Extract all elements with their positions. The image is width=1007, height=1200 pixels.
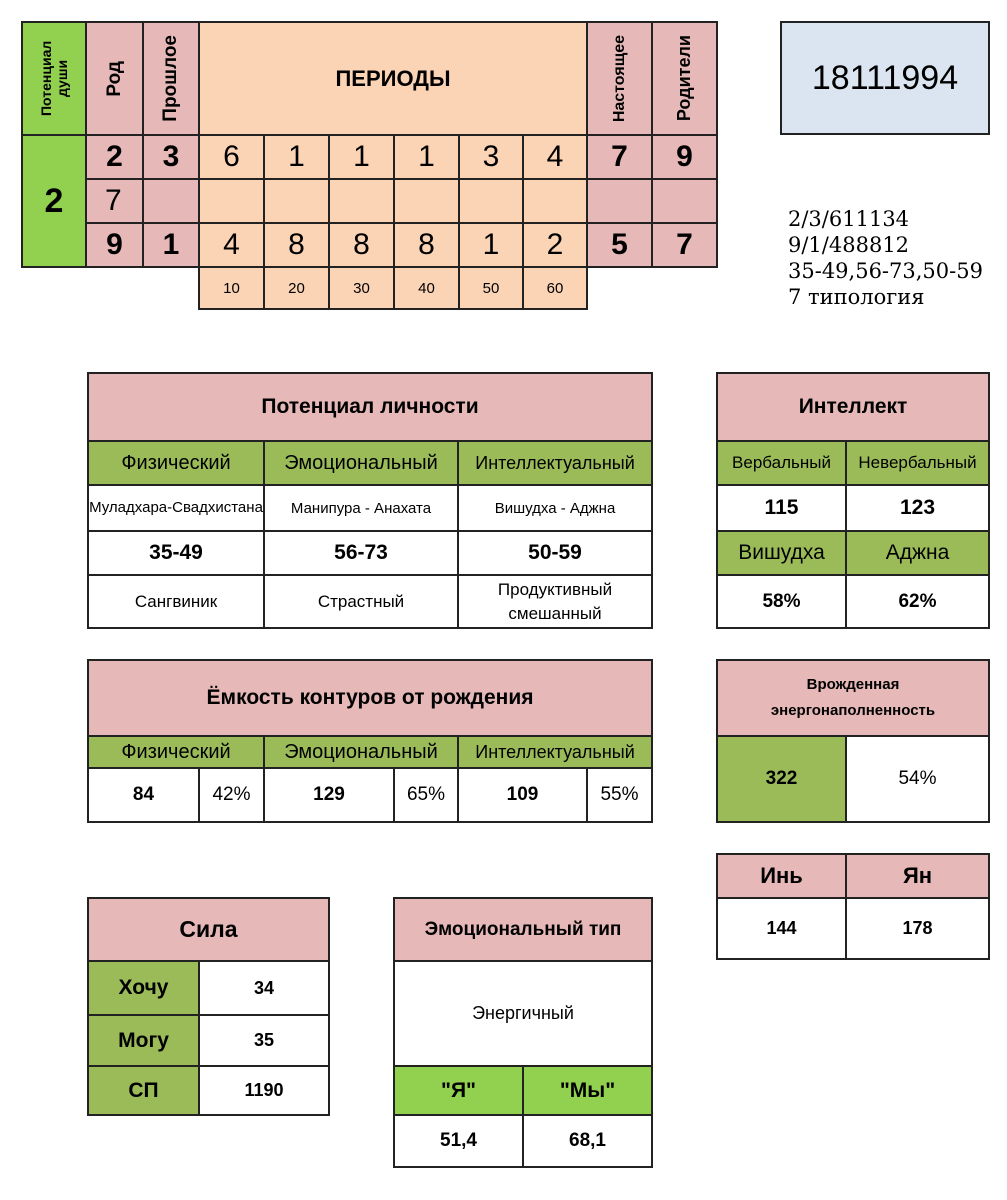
- matrix-cell: 8: [393, 222, 460, 268]
- header-periods: ПЕРИОДЫ: [198, 21, 588, 136]
- capacity-value: 109: [457, 767, 588, 823]
- matrix-cell: [263, 178, 330, 224]
- matrix-cell: 3: [142, 134, 200, 180]
- sila-value: 34: [198, 960, 330, 1016]
- emotype-header-my: "Мы": [522, 1065, 653, 1116]
- personality-type: Страстный: [263, 574, 459, 629]
- emotype-type: Энергичный: [393, 960, 653, 1067]
- intellect-percent: 58%: [716, 574, 847, 629]
- note-line: 9/1/488812: [788, 233, 910, 257]
- matrix-cell: 4: [522, 134, 588, 180]
- age-label: 30: [328, 266, 395, 310]
- matrix-cell: 7: [586, 134, 653, 180]
- matrix-cell: 2: [522, 222, 588, 268]
- note-line: 35-49,56-73,50-59: [788, 259, 983, 283]
- intellect-chakra: Вишудха: [716, 530, 847, 576]
- matrix-cell: [198, 178, 265, 224]
- intellect-header: Вербальный: [716, 440, 847, 486]
- personality-header: Интеллектуальный: [457, 440, 653, 486]
- matrix-cell: 1: [458, 222, 524, 268]
- matrix-cell: 1: [263, 134, 330, 180]
- personality-range: 35-49: [87, 530, 265, 576]
- age-label: 60: [522, 266, 588, 310]
- capacity-value: 84: [87, 767, 200, 823]
- energy-title: Врожденная энергонаполненность: [716, 659, 990, 737]
- intellect-header: Невербальный: [845, 440, 990, 486]
- yin-header: Инь: [716, 853, 847, 899]
- numerology-matrix: [0, 0, 730, 320]
- matrix-cell: 8: [328, 222, 395, 268]
- capacity-header: Интеллектуальный: [457, 735, 653, 769]
- intellect-chakra: Аджна: [845, 530, 990, 576]
- emotype-header-ya: "Я": [393, 1065, 524, 1116]
- note-line: 2/3/611134: [788, 207, 910, 231]
- personality-chakra: Манипура - Анахата: [263, 484, 459, 532]
- personality-type: Сангвиник: [87, 574, 265, 629]
- personality-type: Продуктивный смешанный: [457, 574, 653, 629]
- intellect-percent: 62%: [845, 574, 990, 629]
- capacity-value: 129: [263, 767, 395, 823]
- matrix-cell: [522, 178, 588, 224]
- age-label: 20: [263, 266, 330, 310]
- note-line: 7 типология: [788, 285, 925, 309]
- matrix-cell: [458, 178, 524, 224]
- matrix-cell: 7: [85, 178, 144, 224]
- personality-chakra: Муладхара-Свадхистана: [87, 484, 265, 532]
- yin-value: 144: [716, 897, 847, 960]
- matrix-cell: 9: [85, 222, 144, 268]
- personality-header: Эмоциональный: [263, 440, 459, 486]
- capacity-percent: 42%: [198, 767, 265, 823]
- header-soul-potential: Потенциал души: [21, 21, 87, 136]
- matrix-cell: 5: [586, 222, 653, 268]
- matrix-cell: 9: [651, 134, 718, 180]
- age-label: 50: [458, 266, 524, 310]
- matrix-cell: [328, 178, 395, 224]
- sila-label: Хочу: [87, 960, 200, 1016]
- personality-range: 50-59: [457, 530, 653, 576]
- emotype-value-ya: 51,4: [393, 1114, 524, 1168]
- personality-title: Потенциал личности: [87, 372, 653, 442]
- matrix-cell: 1: [328, 134, 395, 180]
- personality-chakra: Вишудха - Аджна: [457, 484, 653, 532]
- matrix-cell: [651, 178, 718, 224]
- matrix-cell: [393, 178, 460, 224]
- personality-range: 56-73: [263, 530, 459, 576]
- emotype-title: Эмоциональный тип: [393, 897, 653, 962]
- yang-value: 178: [845, 897, 990, 960]
- yang-header: Ян: [845, 853, 990, 899]
- capacity-percent: 65%: [393, 767, 459, 823]
- capacity-title: Ёмкость контуров от рождения: [87, 659, 653, 737]
- soul-value: 2: [21, 134, 87, 268]
- header-past: Прошлое: [142, 21, 200, 136]
- sila-value: 1190: [198, 1065, 330, 1116]
- sila-value: 35: [198, 1014, 330, 1067]
- matrix-cell: 1: [142, 222, 200, 268]
- matrix-cell: 1: [393, 134, 460, 180]
- header-parents: Родители: [651, 21, 718, 136]
- capacity-percent: 55%: [586, 767, 653, 823]
- age-label: 40: [393, 266, 460, 310]
- intellect-value: 115: [716, 484, 847, 532]
- emotype-value-my: 68,1: [522, 1114, 653, 1168]
- matrix-cell: 7: [651, 222, 718, 268]
- matrix-cell: 8: [263, 222, 330, 268]
- intellect-value: 123: [845, 484, 990, 532]
- sila-label: СП: [87, 1065, 200, 1116]
- intellect-title: Интеллект: [716, 372, 990, 442]
- age-label: 10: [198, 266, 265, 310]
- header-rod: Род: [85, 21, 144, 136]
- birth-date: 18111994: [780, 21, 990, 135]
- header-present: Настоящее: [586, 21, 653, 136]
- sila-label: Могу: [87, 1014, 200, 1067]
- matrix-cell: 6: [198, 134, 265, 180]
- notes: [788, 206, 1003, 310]
- matrix-cell: [586, 178, 653, 224]
- matrix-cell: [142, 178, 200, 224]
- energy-value: 322: [716, 735, 847, 823]
- capacity-header: Эмоциональный: [263, 735, 459, 769]
- sila-title: Сила: [87, 897, 330, 962]
- matrix-cell: 4: [198, 222, 265, 268]
- matrix-cell: 2: [85, 134, 144, 180]
- matrix-cell: 3: [458, 134, 524, 180]
- capacity-header: Физический: [87, 735, 265, 769]
- energy-percent: 54%: [845, 735, 990, 823]
- personality-header: Физический: [87, 440, 265, 486]
